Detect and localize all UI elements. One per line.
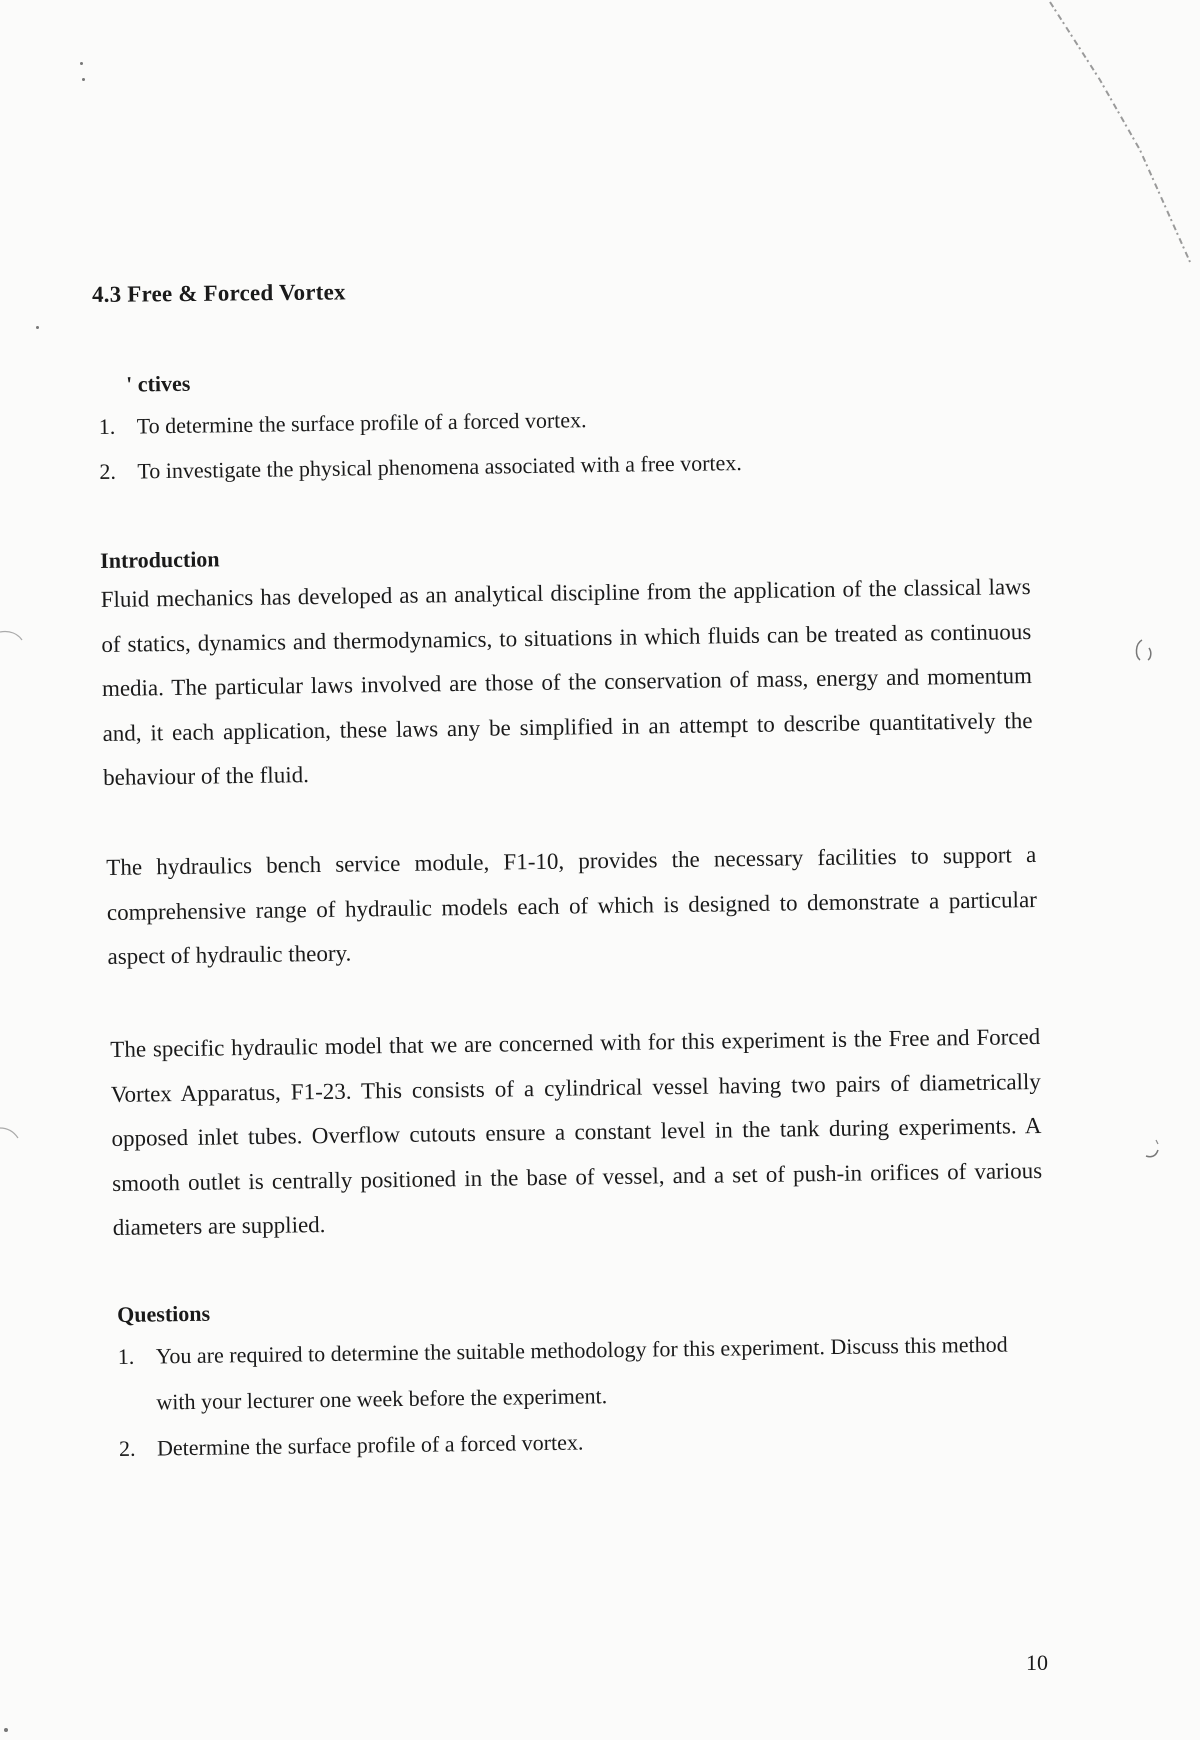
introduction-section [110,1015,1043,1250]
margin-mark-left-lower [0,1124,30,1154]
objectives-section [98,360,940,494]
scan-speck [4,1728,8,1732]
introduction-section [106,833,1038,979]
margin-mark-right-upper [1130,636,1160,666]
objectives-heading: ' ctives [125,370,191,397]
list-item: 2. To investigate the physical phenomena associated with a free vortex. [99,450,742,484]
margin-mark-right-lower [1140,1136,1170,1166]
introduction-paragraph: The specific hydraulic model that we are concerned with for this experiment is the Free and Forced Vortex Apparatus, F1-23. This consists of a cylindrical vessel having two pairs of diametrically opposed inlet tubes. Overflow cutouts ensure a constant level in the tank during experiments. A smooth outlet is centrally positioned in the base of vessel, and a set of push-in orifices of various diameters are supplied. [110,1024,1043,1240]
introduction-paragraph: The hydraulics bench service module, F1-10, provides the necessary facilities to support a comprehensive range of hydraulic models each of which is designed to demonstrate a particular aspect of hydraulic theory. [106,842,1038,969]
introduction-section [100,535,1033,800]
questions-section [117,1289,1039,1472]
introduction-heading: Introduction [100,546,220,573]
list-item: 2. Determine the surface profile of a forced vortex. [118,1429,584,1461]
scan-edge-streak [1040,0,1200,270]
margin-mark-left-upper [0,626,30,656]
page-number: 10 [1026,1650,1048,1675]
questions-heading: Questions [117,1300,211,1327]
section-title: 4.3 Free & Forced Vortex [91,279,346,307]
objectives-list [98,392,939,494]
list-item: 1. You are required to determine the suitable methodology for this experiment. Discuss this method with your lecturer one week before the experiment. [117,1331,1008,1415]
introduction-paragraph: Fluid mechanics has developed as an analytical discipline from the application of the classical laws of statics, dynamics and thermodynamics, to situations in which fluids can be treated as continuous media. The particular laws involved are those of the conservation of mass, energy and momentum and, it each application, these laws any be simplified in an attempt to describe quantitatively the behaviour of the fluid. [100,574,1033,790]
scan-speck [36,326,39,329]
list-item: 1. To determine the surface profile of a forced vortex. [98,407,587,439]
scan-speck [80,62,83,65]
scan-speck [82,78,85,81]
questions-list [117,1321,1039,1472]
